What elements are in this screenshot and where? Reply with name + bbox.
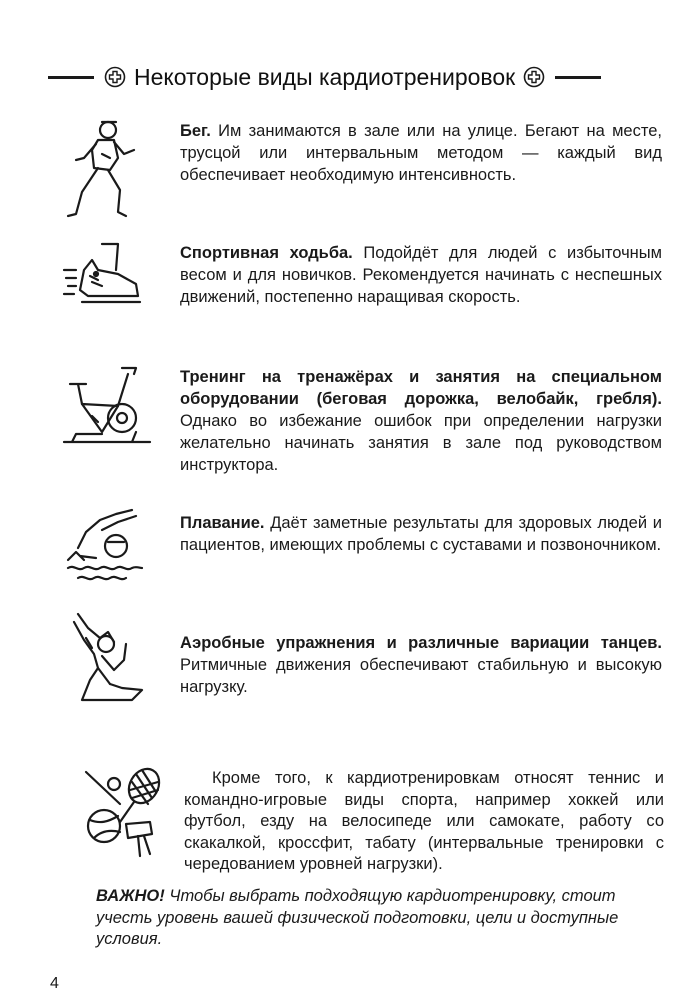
medical-cross-icon (523, 66, 545, 88)
yoga-pose-icon (62, 608, 148, 708)
exercise-bike-icon (62, 360, 152, 450)
section-text: Однако во избежание ошибок при определении нагрузки желательно начинать занятия в зале под руководством инструктора. (180, 412, 662, 474)
section-text: Ритмичные движения обеспечивают стабильную и высокую нагрузку. (180, 656, 662, 696)
running-person-icon (62, 118, 144, 222)
section-walking (180, 242, 662, 308)
section-swimming (180, 512, 662, 556)
section-title: Спортивная ходьба. (180, 244, 353, 262)
important-label: ВАЖНО! (96, 887, 165, 905)
section-running (180, 120, 662, 186)
header-rule-right (555, 76, 601, 79)
section-equipment (180, 366, 662, 476)
header-rule-left (48, 76, 94, 79)
section-title: Аэробные упражнения и различные вариации танцев. (180, 634, 662, 652)
important-text: Чтобы выбрать подходящую кардиотренировку, стоит учесть уровень вашей физической подготовки, цели и доступные условия. (96, 887, 619, 948)
page-header (48, 60, 662, 94)
section-text: Даёт заметные результаты для здоровых людей и пациентов, имеющих проблемы с суставами и позвоночником. (180, 514, 662, 554)
section-title: Тренинг на тренажёрах и занятия на специальном оборудовании (беговая дорожка, велобайк, гребля). (180, 368, 662, 408)
section-title: Бег. (180, 122, 211, 140)
section-title: Плавание. (180, 514, 265, 532)
page-title: Некоторые виды кардиотренировок (134, 63, 516, 90)
medical-cross-icon (104, 66, 126, 88)
section-text: Подойдёт для людей с избыточным весом и для новичков. Рекомендуется начинать с неспешных движений, постепенно наращивая скорость. (180, 244, 662, 306)
page-number: 4 (50, 975, 59, 992)
extra-sports-text: Кроме того, к кардиотренировкам относят теннис и командно-игровые виды спорта, например хоккей или футбол, езду на велосипеде или самокате, работу со скакалкой, кроссфит, табату (интервальные тренировки с чередованием уровней нагрузки). (184, 769, 664, 873)
walking-shoe-icon (62, 240, 152, 320)
section-text: Им занимаются в зале или на улице. Бегают на месте, трусцой или интервальным методом — каждый вид обеспечивает необходимую интенсивность. (180, 122, 662, 184)
sports-equipment-icon (80, 764, 170, 860)
swimmer-icon (62, 502, 148, 588)
important-note (96, 886, 662, 951)
section-aerobics (180, 632, 662, 698)
